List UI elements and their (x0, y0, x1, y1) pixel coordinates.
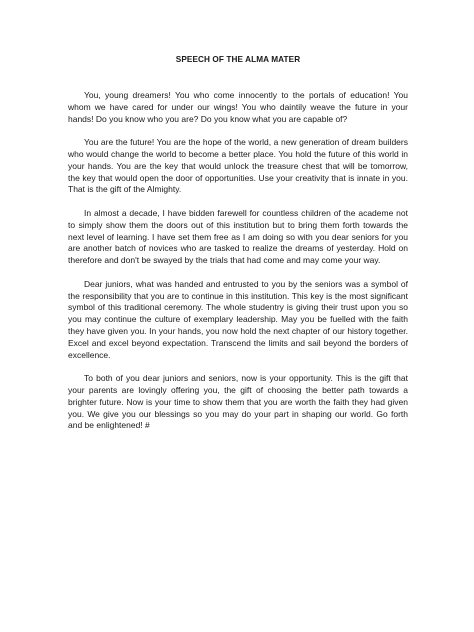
paragraph-3: In almost a decade, I have bidden farewell for countless children of the academe not to simply show them the doors out of this institution but to bring them forth towards the next level of learning. I have set them free as I am doing so with you dear seniors for you are another batch of novices who are tasked to realize the dreams of yesterday. Hold on therefore and don't be swayed by the trials that had come and may come your way. (68, 207, 408, 266)
paragraph-2: You are the future! You are the hope of the world, a new generation of dream builders who would change the world to become a better place. You hold the future of this world in your hands. You are the key that would unlock the treasure chest that will be tomorrow, the key that would open the door of opportunities. Use your creativity that is innate in you. That is the gift of the Almighty. (68, 137, 408, 195)
paragraph-5: To both of you dear juniors and seniors, now is your opportunity. This is the gift that your parents are lovingly offering you, the gift of choosing the better path towards a brighter future. Now is your time to show them that you are worth the faith they had given you. We give you our blessings so you may do your part in shaping our world. Go forth and be enlightened! # (68, 373, 408, 431)
document-title: SPEECH OF THE ALMA MATER (175, 55, 301, 64)
paragraph-4: Dear juniors, what was handed and entrusted to you by the seniors was a symbol of the responsibility that you are to continue in this institution. This key is the most significant symbol of this traditional ceremony. The whole studentry is giving their trust upon you so you may continue the culture of exemplary leadership. May you be fuelled with the faith they have given you. In your hands, you now hold the next chapter of our history together. Excel and excel beyond expectation. Transcend the limits and sail beyond the borders of excellence. (68, 278, 408, 360)
paragraph-1: You, young dreamers! You who come innocently to the portals of education! You whom we have cared for under our wings! You who daintily weave the future in your hands! Do you know who you are? Do you know what you are capable of? (68, 90, 408, 124)
